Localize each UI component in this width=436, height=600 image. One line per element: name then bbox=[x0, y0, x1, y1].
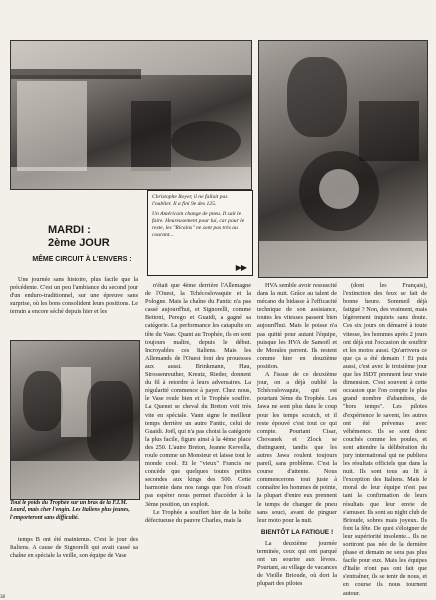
text-column-2 bbox=[145, 282, 251, 596]
photo-riders-at-house bbox=[10, 40, 252, 190]
section-subheading: MÊME CIRCUIT À L'ENVERS : bbox=[32, 256, 132, 263]
photo-caption: Tout le poids du Trophée sur un bras de la F.I.M. Lourd, mais cher l'engin. Les Italiens plus jeunes, l'emporteront sans difficulté. bbox=[10, 500, 130, 521]
paragraph: Une journée sans histoire, plus facile que la précédente. C'est un peu l'ambiance du second jour d'un enduro-traditionnel, sur une épreuve sans surprise, où les bons consolident leurs positions. Le terrain a encore séché depuis hier et les bbox=[10, 276, 138, 316]
heading-day: MARDI : bbox=[48, 224, 91, 236]
photo-trophy bbox=[10, 340, 140, 500]
paragraph: La deuxième journée terminée, ceux qui ont parqué ont un sourire aux lèvres. Pourtant, au village de vacances de Vieille Brioude, où dort la plupart des pilotes bbox=[257, 539, 337, 588]
page-number: 38 bbox=[0, 595, 5, 600]
caption-box bbox=[147, 190, 253, 276]
text-column-1 bbox=[10, 276, 138, 338]
paragraph: (dont les Français), l'extinction des feux se fait de bonne heure. Sommeil déjà fatigué ? Non, des vraiment, mais légèrement inquiets sans doute. Ces six jours on démarré à toute vitesse, les hommes après 2 jours ont déjà eut l'occasion de souffrir et les motos aussi. Qu'arrivera ce que ça a été demain ! Et puis aussi, c'est avec le troisième jour que les ISDT prennent leur vraie dimension. C'est souvent à cette occasion que l'on compte le plus grand nombre d'abandons, de "hors temps". Les pilotes d'expérience le savent, les autres ont été prévenus avec véhémence. Ils se sont donc couchés comme les poules, et sont attendre la délibération du jury international qui ne publiera les résultats officiels que dans la nuit. Ils sont tous au lit à l'exception des Italiens. Mais le moral de leur équipe n'est pas tant la confirmation de leurs résultats que leur envie de s'amuser. Ils sont au night club de Brioude, sobres mais joyeux. Ils font la fête. De quoi s'éloigner de leur supériorité insolente... Ils ne sortiront pas née de la dernière phase et demain ne sera pas plus facile pour eux. Mais les équipes d'Italie n'ont pas ont fait que s'entraîner, ils se tenir de nous, et en course ils nous tournent autour. bbox=[343, 282, 427, 596]
text-column-4 bbox=[343, 282, 427, 596]
paragraph: temps B ont été maintenus. C'est le jour des Italiens. A cause de Signorelli qui avait cassé sa chaîne en spéciale la veille, son équipe de Vase bbox=[10, 536, 138, 560]
article-heading bbox=[48, 224, 110, 250]
text-column-1-bottom bbox=[10, 536, 138, 596]
text-column-3 bbox=[257, 282, 337, 596]
caption-line-2: Un Américain change de pneu. Il sait le faire. Heureusement pour lui, car pour le reste, les "Ricains" ne sont pas très au courant... bbox=[152, 211, 245, 238]
photo-tyre-change bbox=[258, 40, 428, 278]
heading-number: 2ème JOUR bbox=[48, 237, 110, 249]
paragraph: n'était que 4ème derrière l'Allemagne de l'Ouest, la Tchécoslovaquie et la Pologne. Mais la chaîne du Fantic n'a pas cassé aujourd'hui, et Signorelli, comme Bettoni, Perego et Guaidi, a gagné sa catégorie. La performance les catapulte en tête du Vase. Quant au Trophée, ils en sont toujours maître, depuis le début. Incroyables ces Italiens. Mais les Allemands de l'Ouest font des prouesses aux aussi. Brinkmann, Hau, Strossenreuther, Kreutz, Rieder, donnent du fil à retordre à leurs adversaires. La régularité commence à payer. Chez nous, le Vase roule bien et le Trophée souffre. La Quenet se cheval du Breton voit très vite en spéciale. Vann signe le meilleur temps derrière un autre Fantic, celui de Guaidi. Joël, qui n'a pas choisi la catégorie la plus facile, figure ainsi à la 4ème place des 250. L'autre Breton, Jeanne Kervella, roule comme un Monsieur et laisse tout le monde cool. Et le "vieux" Francis ne concède que quelques toutes petites secondes aux kings des 500. Cette harmonie dans nos rangs que l'on n'osait pas espérer nous permet d'accéder à la 3ème position, un exploit. bbox=[145, 282, 251, 508]
paragraph: HVA semble avoir ressuscité dans la nuit. Grâce au talent de mécano du bidasse à l'efficacité technique de son assistance, toutes les vitesses passent bien aujourd'hui. Mais le poisse n'a pas quitté pour autant l'équipe, puisque les HVA de Samoël et de Morales perrent. Ils restent comme hier en douzième position. bbox=[257, 282, 337, 370]
paragraph: Le Trophée a souffert hier de la boîte défectueuse du pauvre Charles, mais la bbox=[145, 508, 251, 524]
paragraph: A l'issue de ce deuxième jour, on a déjà oublié la Tchécoslovaquie, qui est pourtant 3ème du Trophée. Les Jawa ne sont plus dans le coup pour les temps scratch, et il reste épouvé c'est tout ce qui compte. Pourtant Cisar, Chovanek et Zlock se distinguent, tandis que les autres Jawa roulent toujours pareil, sans problème. C'est la course d'attente. Nous commencerons tout juste à connaître les hommes de pointe, la plupart d'entre eux prennent le temps de changer de pneu sans souci, avant de pinguer leur moto pour la nuit. bbox=[257, 371, 337, 524]
caption-line-1: Christophe Royer, il ne fallait pas l'oublier. Il a fini 9e des 125. bbox=[152, 194, 228, 207]
section-subheading-2: BIENTÔT LA FATIGUE ! bbox=[260, 528, 334, 536]
arrow-icon: ▶▶ bbox=[235, 263, 246, 272]
